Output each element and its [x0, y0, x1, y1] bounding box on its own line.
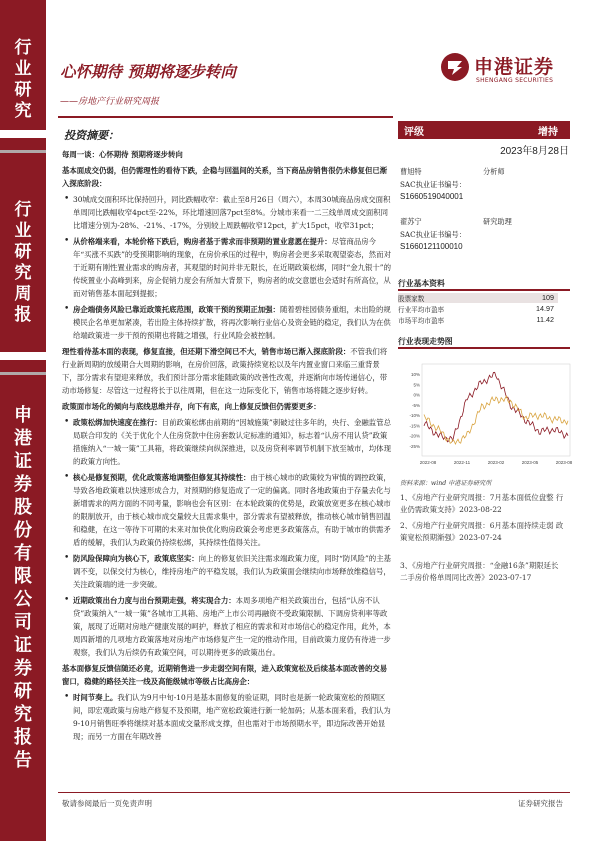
sidebar-top-label	[0, 38, 46, 122]
paragraph: 我们认为9月中旬-10月是基本面修复的验证期，同时也是新一轮政策宽松的预期区间，即宏观政策与房地产修复不及预期，地产宽松政策进行新一轮加码；从基本面来看，我们认为9-10月销售旺季将继续对基本面成交量形成支撑，但也需对于市场预期水平，即边际改善开始显现；而另一方面在年期改善	[73, 693, 391, 741]
sidebar-char: 研	[14, 80, 32, 100]
paragraph	[62, 345, 392, 397]
sidebar-char: 证	[14, 451, 32, 472]
sidebar-char: 告	[14, 750, 32, 771]
cert-number: S1660121100010	[400, 242, 463, 251]
trend-chart	[398, 358, 578, 473]
analyst-role: 分析师	[483, 167, 505, 176]
trend-title: 行业表现走势图	[398, 337, 453, 346]
plot-area	[422, 364, 570, 456]
analyst-role: 研究助理	[483, 217, 512, 226]
y-tick-label: -15%	[409, 423, 420, 429]
sidebar-bottom-label	[0, 404, 46, 772]
weekly-topic: 每周一谈：心怀期待 预期将逐步转向	[62, 150, 183, 159]
analyst-block	[400, 216, 512, 254]
paragraph: 本周多项地产相关政策出台，包括“认房不认贷”政策纳入“一城一策”各城市工具箱、房地产上市公司再融资不受政策限制、下调房贷利率等政策，展现了近期对房地产健康发展的呵护，释放了相应的需求和对市场信心的稳定作用，此外，本周四新增的几项地方政策落地对房地产市场修复产生一定的推动作用，目前政策力度仍有待进一步观察，我们认为后续仍有政策空间，可以期待更多的政策出台。	[73, 596, 391, 657]
stat-row	[398, 315, 558, 325]
sidebar-divider	[0, 372, 46, 375]
list-item	[62, 416, 392, 468]
footer-label: 证券研究报告	[518, 799, 563, 808]
rating-value: 增持	[538, 127, 558, 138]
summary-body	[62, 148, 392, 746]
sidebar-char: 份	[14, 520, 32, 541]
report-title: 心怀期待 预期将逐步转向	[60, 62, 236, 81]
related-report[interactable]: 3、《房地产行业研究周报：“金融16条”期限延长 二手房价格单周同比改善》2023-07-17	[400, 561, 559, 582]
stats-title: 行业基本资料	[398, 279, 445, 288]
paragraph: 基本面成交仍弱，但仍需理性的看待下跌，企稳与回温间的关系，当下商品房销售很仍未修复但已渐入探底阶段：	[62, 166, 388, 188]
cert-label: SAC执业证书编号：	[400, 229, 466, 239]
sidebar-char: 券	[14, 658, 32, 679]
paragraph: 不管我们将行业新周期的放缓期合大周期的影响，在房价回落，政策持续宽松以及年内置业窗口来临三重背景下，部分需求有望迎来释放，我们预计部分需求能随政策的改善性改观，并逐渐向市场传递信心，带动市场修复：尽管这一过程将长于以往周期，但在这一边际变化下，销售市场将随之逐步好转。	[62, 347, 388, 395]
sidebar-char: 股	[14, 497, 32, 518]
footer-rule	[58, 792, 570, 793]
header-rule	[58, 116, 393, 118]
summary-heading: 投资摘要：	[64, 129, 119, 142]
stat-value: 109	[542, 293, 554, 302]
paragraph: 向上的修复依旧关注需求端政策力度，同时“防风险”的主基调不变，以保交付为核心，维持房地产的平稳发展，我们认为政策面会继续向市场释放维稳信号，关注政策端的进一步突破。	[73, 554, 391, 589]
logo-text: 申港证券	[474, 56, 555, 78]
sidebar-char: 司	[14, 612, 32, 633]
sidebar-char: 报	[14, 727, 32, 748]
trend-rule	[398, 347, 570, 349]
shengang-logo-icon	[440, 52, 470, 82]
stat-value: 11.42	[536, 315, 554, 324]
list-item	[62, 594, 392, 659]
sidebar-char: 行	[14, 200, 32, 220]
paragraph: 基本面修复反馈信随还必竟，近期销售进一步走弱空间有限，进入政策宽松及后续基本面改善的交易窗口，稳健的路径关注一线及高能级城市等级占比高房企：	[62, 664, 388, 686]
cert-number: S1660519040001	[400, 192, 464, 201]
sidebar-divider	[0, 130, 46, 138]
x-tick-label: 2023-05	[521, 460, 539, 465]
sidebar-char: 证	[14, 635, 32, 656]
x-tick-label: 2023-08	[555, 460, 573, 465]
logo-subtext: SHENGANG SECURITIES	[476, 77, 554, 84]
list-item	[62, 303, 392, 342]
paragraph: 尽管商品房今年“买涨不买跌”的受预期影响的现象，在房价承压的过程中，购房者会更多采取观望姿态，然而对于近期有刚性置业需求的购房者，其观望的时间并非无限长，在近期政策松绑，同时“金九银十”的传统置业小高峰到来，房企促销力度会有所加大背景下，购房者的成交意愿也会适时有所高位，从而对销售基本面起到提振；	[73, 237, 391, 298]
sidebar-char: 究	[14, 101, 32, 121]
disclaimer-note: 敬请参阅最后一页免责声明	[62, 799, 152, 808]
bullet-lead: 核心是修复预期，优化政策落地调整但修复其持续性：	[73, 473, 251, 482]
paragraph: 目前政策松绑由前期的“因城施策”刺破过往多年的，央行、金融监管总局联合印发的《关于优化个人住房贷款中住房套数认定标准的通知》，标志着“认房不用认贷”政策措施纳入“一城一策”工具箱，将政策继续向纵深推进，以及房贷利率调节机制下放至城市，均体现的政策方向性。	[73, 418, 391, 466]
y-tick-label: -20%	[409, 433, 420, 439]
report-date: 2023年8月28日	[500, 146, 569, 157]
sidebar-char: 业	[14, 221, 32, 241]
bullet-lead: 从价格端来看，本轮价格下跌后，购房者基于需求而非预期的置业意愿在提升：	[73, 237, 332, 246]
series-line	[424, 372, 568, 442]
list-item	[62, 235, 392, 300]
report-subtitle: ——房地产行业研究周报	[60, 97, 160, 107]
x-tick-label: 2023-02	[487, 460, 505, 465]
y-tick-label: 10%	[410, 372, 420, 378]
stat-value: 14.97	[536, 304, 554, 313]
bullet-lead: 时间节奏上。	[73, 693, 118, 702]
sidebar-char: 周	[14, 284, 32, 304]
paragraph: 随着碧桂园债务重组，未出险的规模民企名单更加紧凑，若出险主体持续扩散，将再次影响行业信心及资金链的稳定，我们认为在供给端政策进一步干预的预期也将随之增强，行业风险会被控制。	[73, 305, 391, 340]
analyst-name: 曹旭特	[400, 167, 422, 176]
company-logo	[440, 48, 570, 88]
sidebar-char: 业	[14, 59, 32, 79]
bullet-lead: 近期政策出台力度与出台预期走强，将实现合力：	[73, 596, 236, 605]
y-tick-label: 0%	[413, 392, 420, 398]
chart-source: 资料来源：wind 申港证券研究所	[400, 480, 492, 487]
sidebar-char: 港	[14, 428, 32, 449]
rating-bar	[398, 121, 570, 139]
related-report[interactable]: 2、《房地产行业研究周报：6月基本面持续走弱 政策宽松预期渐强》2023-07-24	[400, 521, 564, 542]
sidebar-char: 研	[14, 242, 32, 262]
sidebar-char: 有	[14, 543, 32, 564]
rating-label: 评级	[404, 127, 424, 138]
y-tick-label: -25%	[409, 443, 420, 449]
stat-label: 股票家数	[398, 295, 425, 303]
paragraph-lead: 理性看待基本面的表现，修复直接，但还期下滑空间已不大，销售市场已渐入探底阶段：	[62, 347, 351, 356]
bullet-lead: 政策松绑加快速度在推行：	[73, 418, 162, 427]
y-tick-label: -10%	[409, 413, 420, 419]
analyst-block	[400, 166, 505, 204]
x-tick-label: 2022-11	[453, 460, 471, 465]
sidebar-char: 研	[14, 681, 32, 702]
list-item	[62, 471, 392, 549]
list-item	[62, 552, 392, 591]
bullet-lead: 房企端债务风险已靠近政策托底范围，政策干预的预期正加强：	[73, 305, 280, 314]
bullet-lead: 防风险保障向为核心下，政策底坚实：	[73, 554, 199, 563]
sidebar-char: 限	[14, 566, 32, 587]
list-item	[62, 691, 392, 743]
stat-label: 行业平均市盈率	[398, 306, 445, 314]
sidebar-char: 申	[14, 405, 32, 426]
list-item	[62, 193, 392, 232]
stats-rule	[398, 289, 570, 291]
sidebar-char: 公	[14, 589, 32, 610]
sidebar-char: 究	[14, 263, 32, 283]
x-tick-label: 2022-08	[419, 460, 437, 465]
sidebar-char: 报	[14, 305, 32, 325]
cert-label: SAC执业证书编号：	[400, 179, 466, 189]
paragraph: 30城成交面积环比保持回升，同比跌幅收窄：截止至8月26日（周六），本周30城商品房成交面积单周同比跌幅收窄4pct至-22%，环比增速回落7pct至8%。分城市来看一二三线单周成交面积同比增速分别为-28%、-21%、-17%，分别较上周跌幅收窄12pct，扩大15pct，收窄31pct；	[73, 195, 391, 230]
sidebar-char: 行	[14, 38, 32, 58]
analyst-name: 翟苏宁	[400, 217, 422, 226]
paragraph: 政策面市场化的倾向与底线思维并存，向下有底，向上修复反馈但仍需要更多：	[62, 402, 321, 411]
related-report[interactable]: 1、《房地产行业研究周报：7月基本面低位盘整 行业仍需政策支持》2023-08-22	[400, 493, 564, 514]
sidebar-char: 究	[14, 704, 32, 725]
stat-row	[398, 293, 558, 303]
sidebar-divider	[0, 352, 46, 360]
sidebar-mid-label	[0, 200, 46, 326]
stat-row	[398, 304, 558, 314]
sidebar-divider	[0, 150, 46, 153]
stat-label: 市场平均市盈率	[398, 317, 445, 325]
sidebar-char: 券	[14, 474, 32, 495]
y-tick-label: 5%	[413, 382, 420, 388]
y-tick-label: -5%	[411, 402, 420, 408]
paragraph: 由于核心城市的政策较为审慎的调控政策，导致各地政策难以快速形成合力，对预期的修复造成了一定的偏离。同时各地政策由于存量去化与新增需求的两方面的不同考量，影响也会有区别：在本轮政策的优势是，政策放宽更多在核心城市的限制放开，由于核心城市成交量较大且需求集中，部分需求有望被释放，推动核心城市销售回温和稳健，在这一等待下可期的未来对加快优化购房政策会考虑更多政策落点，有助于城市的供需矛盾的缓解，我们认为政策仍持续松绑，其持续性值得关注。	[73, 473, 391, 547]
